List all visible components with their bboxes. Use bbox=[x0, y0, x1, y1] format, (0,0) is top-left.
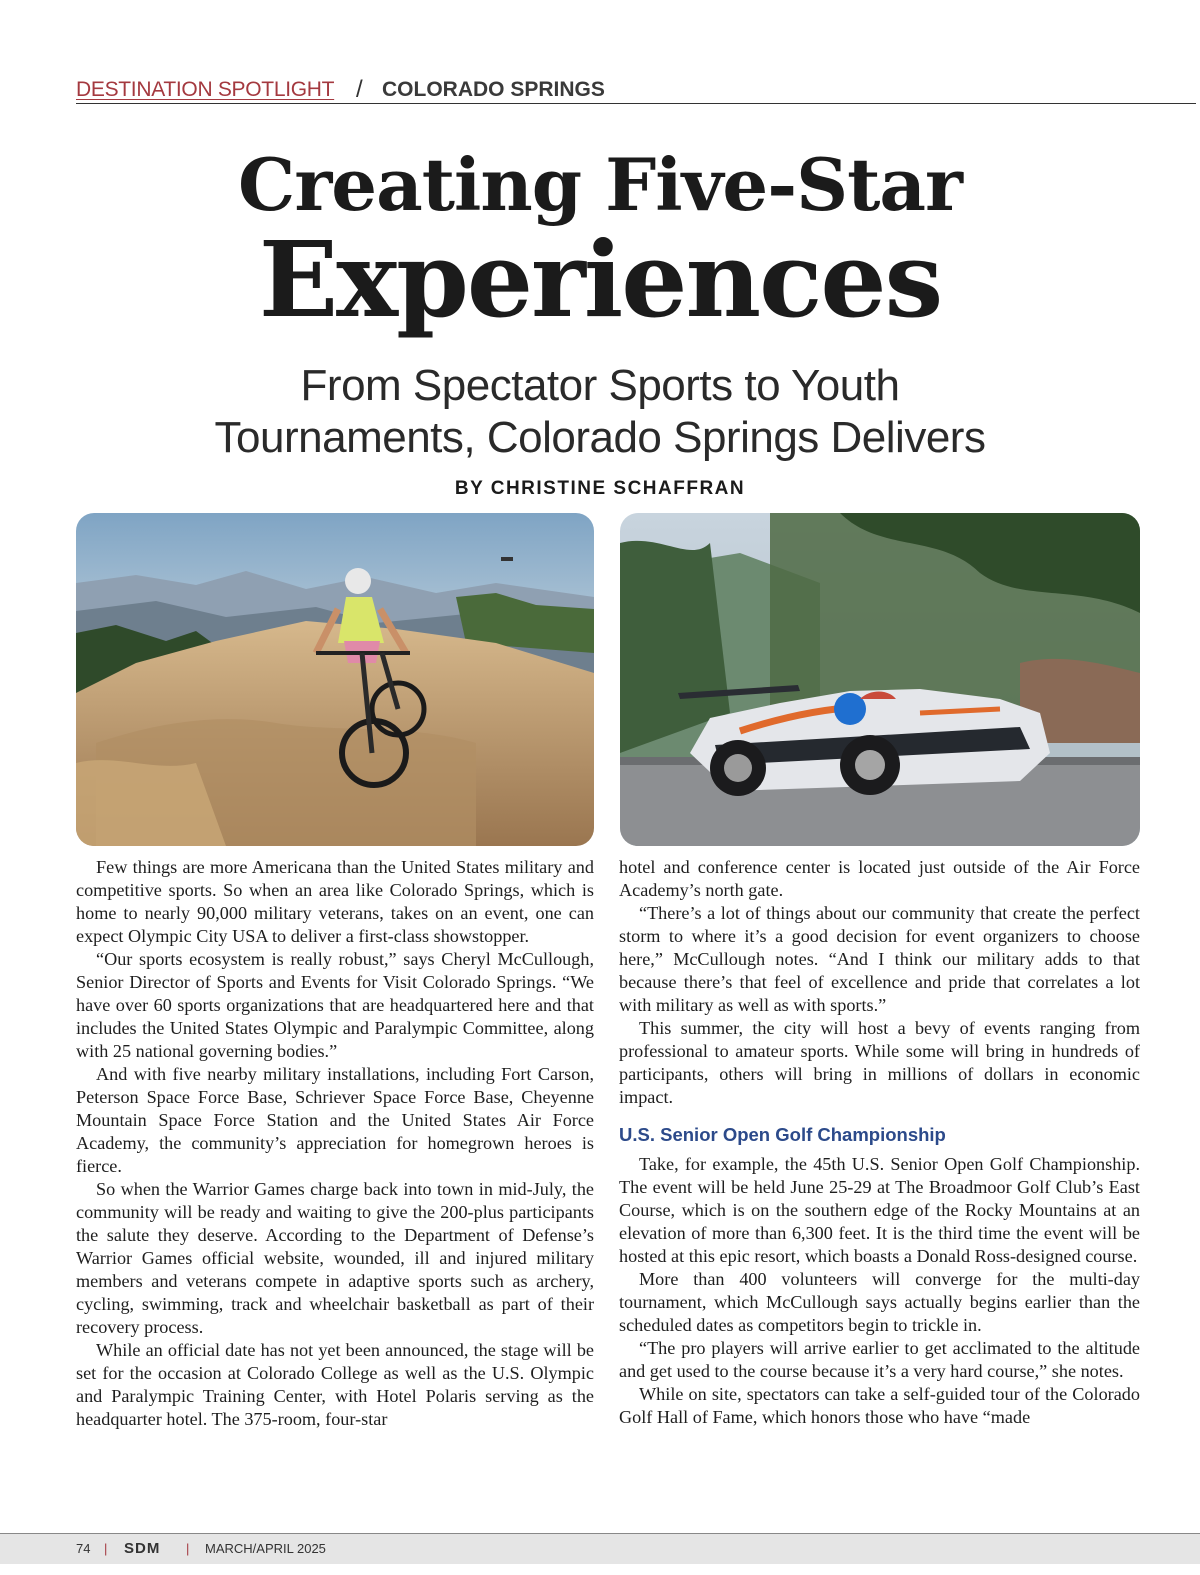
deck-line-2: Tournaments, Colorado Springs Delivers bbox=[214, 413, 986, 462]
body-paragraph: And with five nearby military installations, including Fort Carson, Peterson Space Force Base, Schriever Space Force Base, Cheyenne Mountain Space Force Station and the United States Air Force Academy, the community’s appreciation for homegrown heroes is fierce. bbox=[76, 1064, 594, 1176]
body-paragraph: Few things are more Americana than the United States military and competitive sports. So when an area like Colorado Springs, which is home to nearly 90,000 military veterans, takes on an event, one can expect Olympic City USA to deliver a first-class showstopper. bbox=[76, 857, 594, 946]
issue-date: MARCH/APRIL 2025 bbox=[205, 1541, 326, 1556]
deck-line-1: From Spectator Sports to Youth bbox=[300, 361, 900, 410]
kicker-rule bbox=[76, 103, 1196, 104]
page-number: 74 bbox=[76, 1541, 91, 1556]
headline-line-2: Experiences bbox=[258, 218, 942, 341]
body-paragraph: “There’s a lot of things about our community that create the perfect storm to where it’s a good decision for event organizers to choose here,” McCullough notes. “And I think our military adds to that because there’s that feel of excellence and pride that correlates a lot with military as well as with sports.” bbox=[619, 903, 1140, 1015]
page-footer bbox=[0, 1533, 1200, 1564]
section-label: DESTINATION SPOTLIGHT bbox=[76, 78, 335, 101]
race-car-photo bbox=[620, 513, 1140, 846]
kicker-slash: / bbox=[356, 76, 363, 103]
article-column-right bbox=[619, 856, 1140, 1429]
body-paragraph-continued: hotel and conference center is located just outside of the Air Force Academy’s north gate. bbox=[619, 857, 1140, 900]
destination-label: COLORADO SPRINGS bbox=[382, 78, 605, 101]
section-subhead: U.S. Senior Open Golf Championship bbox=[619, 1124, 946, 1145]
magazine-name: SDM bbox=[124, 1540, 161, 1557]
mountain-biker-photo bbox=[76, 513, 594, 846]
body-paragraph: Take, for example, the 45th U.S. Senior Open Golf Championship. The event will be held June 25-29 at The Broadmoor Golf Club’s East Course, which is on the southern edge of the Rocky Mountains at an elevation of more than 6,300 feet. It is the third time the event will be hosted at this epic resort, which boasts a Donald Ross-designed course. bbox=[619, 1154, 1140, 1266]
headline-line-1: Creating Five-Star bbox=[238, 142, 962, 227]
body-paragraph: While an official date has not yet been announced, the stage will be set for the occasion at Colorado College as well as the U.S. Olympic and Paralympic Training Center, with Hotel Polaris serving as the headquarter hotel. The 375-room, four-star bbox=[76, 1340, 594, 1429]
body-paragraph: “The pro players will arrive earlier to get acclimated to the altitude and get used to the course because it’s a very hard course,” she notes. bbox=[619, 1338, 1140, 1381]
body-paragraph: So when the Warrior Games charge back into town in mid-July, the community will be ready and waiting to give the 200-plus participants the salute they deserve. According to the Department of Defense’s Warrior Games official website, wounded, ill and injured military members and veterans compete in adaptive sports such as archery, cycling, swimming, track and wheelchair basketball as part of their recovery process. bbox=[76, 1179, 594, 1337]
byline: BY CHRISTINE SCHAFFRAN bbox=[454, 478, 746, 499]
footer-separator: | bbox=[104, 1541, 108, 1556]
body-paragraph: More than 400 volunteers will converge for the multi-day tournament, which McCullough says actually begins earlier than the scheduled dates as competitors begin to trickle in. bbox=[619, 1269, 1140, 1335]
article-column-left bbox=[76, 856, 594, 1431]
body-paragraph: This summer, the city will host a bevy of events ranging from professional to amateur sports. While some will bring in hundreds of participants, others will bring in millions of dollars in economic impact. bbox=[619, 1018, 1140, 1107]
section-kicker bbox=[76, 76, 1196, 106]
footer-separator: | bbox=[186, 1541, 190, 1556]
body-paragraph: While on site, spectators can take a self-guided tour of the Colorado Golf Hall of Fame, which honors those who have “made bbox=[619, 1384, 1140, 1427]
body-paragraph: “Our sports ecosystem is really robust,” says Cheryl McCullough, Senior Director of Sports and Events for Visit Colorado Springs. “We have over 60 sports organizations that are headquartered here and that includes the United States Olympic and Paralympic Committee, along with 25 national governing bodies.” bbox=[76, 949, 594, 1061]
